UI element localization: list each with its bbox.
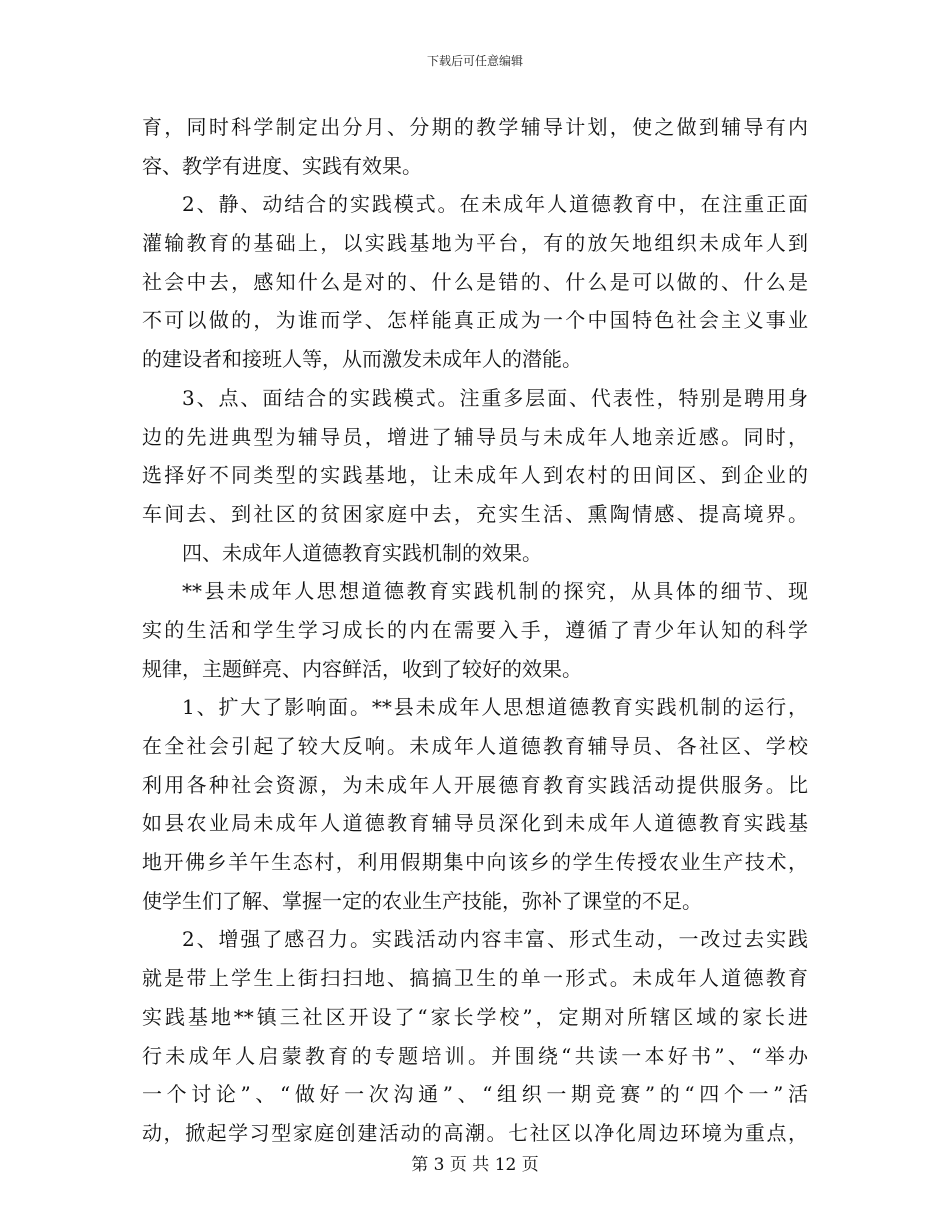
text-line: 动，掀起学习型家庭创建活动的高潮。七社区以净化周边环境为重点， bbox=[142, 1120, 808, 1145]
text-line: **县未成年人思想道德教育实践机制的探究，从具体的细节、现 bbox=[182, 579, 808, 604]
text-line: 实的生活和学生学习成长的内在需要入手，遵循了青少年认知的科学 bbox=[142, 617, 808, 642]
text-line: 就是带上学生上街扫扫地、搞搞卫生的单一形式。未成年人道德教育 bbox=[142, 966, 808, 991]
text-line: 一个讨论”、“做好一次沟通”、“组织一期竞赛”的“四个一”活 bbox=[142, 1082, 808, 1107]
text-line: 1、扩大了影响面。**县未成年人思想道德教育实践机制的运行， bbox=[182, 695, 808, 720]
text-line: 2、静、动结合的实践模式。在未成年人道德教育中，在注重正面 bbox=[182, 192, 808, 217]
text-line: 地开佛乡羊午生态村，利用假期集中向该乡的学生传授农业生产技术， bbox=[142, 850, 808, 875]
body-text bbox=[142, 108, 808, 1153]
text-line: 行未成年人启蒙教育的专题培训。并围绕“共读一本好书”、“举办 bbox=[142, 1043, 808, 1068]
text-line: 如县农业局未成年人道德教育辅导员深化到未成年人道德教育实践基 bbox=[142, 811, 808, 836]
text-line: 2、增强了感召力。实践活动内容丰富、形式生动，一改过去实践 bbox=[182, 927, 808, 952]
text-line: 实践基地**镇三社区开设了“家长学校”，定期对所辖区域的家长进 bbox=[142, 1004, 808, 1029]
page-header: 下载后可任意编辑 bbox=[426, 54, 523, 68]
text-line: 边的先进典型为辅导员，增进了辅导员与未成年人地亲近感。同时， bbox=[142, 424, 808, 449]
text-line: 不可以做的，为谁而学、怎样能真正成为一个中国特色社会主义事业 bbox=[142, 308, 808, 333]
page-footer: 第 3 页 共 12 页 bbox=[411, 1155, 539, 1175]
text-line: 育，同时科学制定出分月、分期的教学辅导计划，使之做到辅导有内 bbox=[142, 115, 808, 139]
text-line: 四、未成年人道德教育实践机制的效果。 bbox=[182, 540, 542, 565]
text-line: 在全社会引起了较大反响。未成年人道德教育辅导员、各社区、学校 bbox=[142, 734, 808, 758]
text-line: 灌输教育的基础上，以实践基地为平台，有的放矢地组织未成年人到 bbox=[142, 231, 808, 256]
text-line: 利用各种社会资源，为未成年人开展德育教育实践活动提供服务。比 bbox=[142, 772, 808, 797]
text-line: 车间去、到社区的贫困家庭中去，充实生活、熏陶情感、提高境界。 bbox=[142, 501, 808, 526]
text-line: 容、教学有进度、实践有效果。 bbox=[142, 153, 422, 178]
text-line: 的建设者和接班人等，从而激发未成年人的潜能。 bbox=[142, 347, 582, 372]
text-line: 3、点、面结合的实践模式。注重多层面、代表性，特别是聘用身 bbox=[182, 385, 808, 410]
text-line: 规律，主题鲜亮、内容鲜活，收到了较好的效果。 bbox=[142, 656, 582, 681]
text-line: 选择好不同类型的实践基地，让未成年人到农村的田间区、到企业的 bbox=[142, 463, 808, 488]
text-line: 社会中去，感知什么是对的、什么是错的、什么是可以做的、什么是 bbox=[142, 269, 808, 294]
text-line: 使学生们了解、掌握一定的农业生产技能，弥补了课堂的不足。 bbox=[142, 888, 702, 913]
